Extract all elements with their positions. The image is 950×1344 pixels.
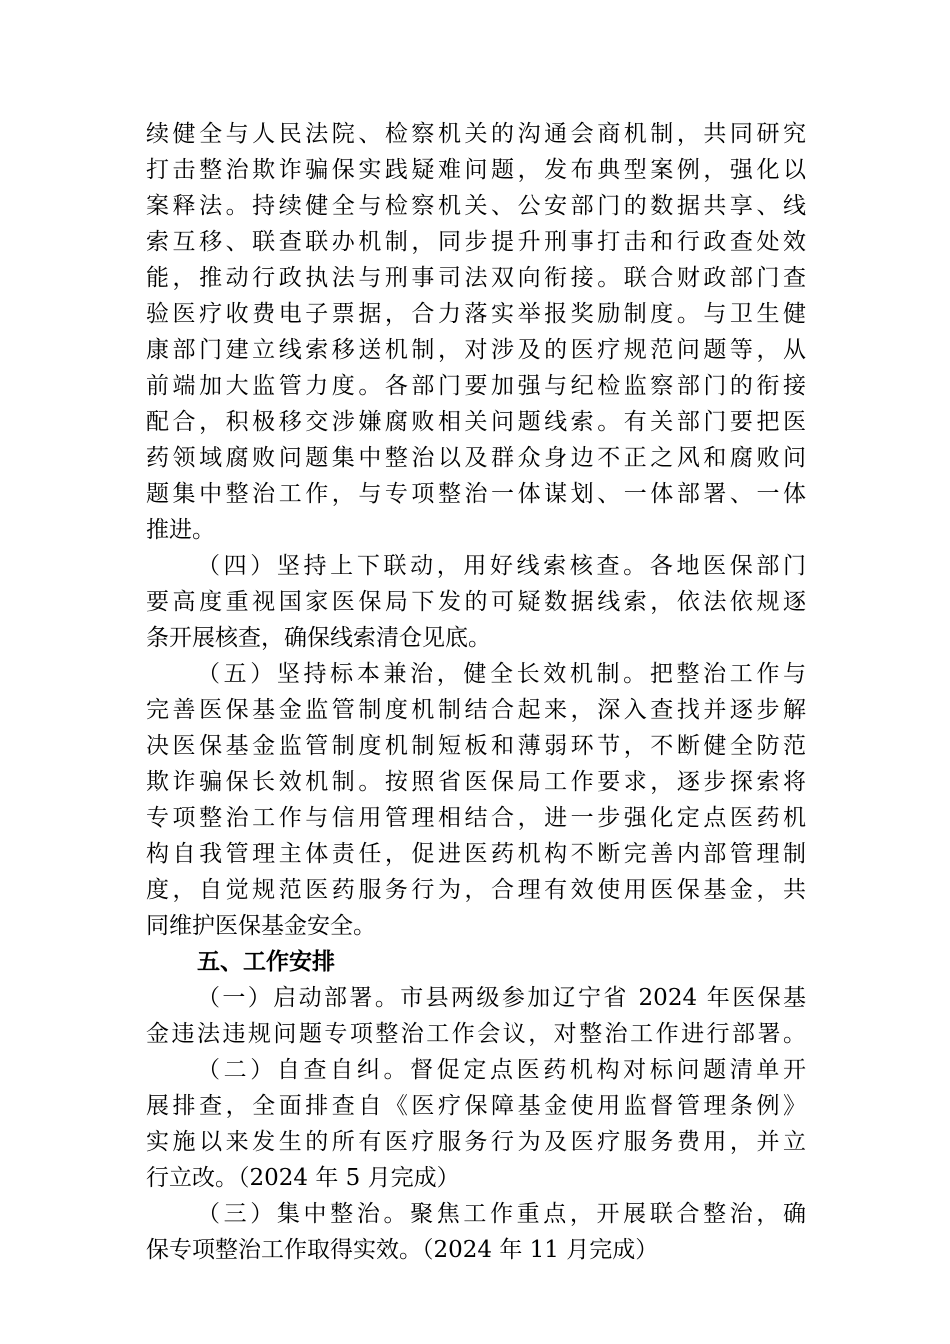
- paragraph-line: 案释法。持续健全与检察机关、公安部门的数据共享、线: [146, 193, 806, 219]
- paragraph-line: 题集中整治工作，与专项整治一体谋划、一体部署、一体: [146, 481, 806, 507]
- paragraph-line: 专项整治工作与信用管理相结合，进一步强化定点医药机: [146, 805, 806, 831]
- paragraph-line: 行立改。（2024 年 5 月完成）: [146, 1165, 460, 1191]
- paragraph-line: 康部门建立线索移送机制，对涉及的医疗规范问题等，从: [146, 337, 806, 363]
- paragraph-line: （四）坚持上下联动，用好线索核查。各地医保部门: [197, 553, 806, 579]
- paragraph-line: 构自我管理主体责任，促进医药机构不断完善内部管理制: [146, 841, 806, 867]
- paragraph-line: 度，自觉规范医药服务行为，合理有效使用医保基金，共: [146, 877, 806, 903]
- paragraph-line: 同维护医保基金安全。: [146, 913, 376, 939]
- paragraph-line: 验医疗收费电子票据，合力落实举报奖励制度。与卫生健: [146, 301, 806, 327]
- paragraph-line: 打击整治欺诈骗保实践疑难问题，发布典型案例，强化以: [146, 157, 806, 183]
- paragraph-line: （三）集中整治。聚焦工作重点，开展联合整治，确: [197, 1201, 806, 1227]
- paragraph-line: 推进。: [146, 517, 215, 543]
- paragraph-line: 要高度重视国家医保局下发的可疑数据线索，依法依规逐: [146, 589, 806, 615]
- paragraph-line: 续健全与人民法院、检察机关的沟通会商机制，共同研究: [146, 121, 806, 147]
- paragraph-line: 金违法违规问题专项整治工作会议，对整治工作进行部署。: [146, 1021, 806, 1047]
- paragraph-line: （二）自查自纠。督促定点医药机构对标问题清单开: [197, 1057, 806, 1083]
- paragraph-line: 能，推动行政执法与刑事司法双向衔接。联合财政部门查: [146, 265, 806, 291]
- paragraph-line: 保专项整治工作取得实效。（2024 年 11 月完成）: [146, 1237, 659, 1263]
- paragraph-line: （一）启动部署。市县两级参加辽宁省 2024 年医保基: [197, 985, 806, 1011]
- paragraph-line: 实施以来发生的所有医疗服务行为及医疗服务费用，并立: [146, 1129, 806, 1155]
- paragraph-line: 欺诈骗保长效机制。按照省医保局工作要求，逐步探索将: [146, 769, 806, 795]
- paragraph-line: 前端加大监管力度。各部门要加强与纪检监察部门的衔接: [146, 373, 806, 399]
- paragraph-line: 配合，积极移交涉嫌腐败相关问题线索。有关部门要把医: [146, 409, 806, 435]
- paragraph-line: （五）坚持标本兼治，健全长效机制。把整治工作与: [197, 661, 806, 687]
- paragraph-line: 决医保基金监管制度机制短板和薄弱环节，不断健全防范: [146, 733, 806, 759]
- paragraph-line: 索互移、联查联办机制，同步提升刑事打击和行政查处效: [146, 229, 806, 255]
- paragraph-line: 药领域腐败问题集中整治以及群众身边不正之风和腐败问: [146, 445, 806, 471]
- paragraph-line: 展排查，全面排查自《医疗保障基金使用监督管理条例》: [146, 1093, 806, 1119]
- section-heading: 五、工作安排: [197, 949, 335, 975]
- paragraph-line: 完善医保基金监管制度机制结合起来，深入查找并逐步解: [146, 697, 806, 723]
- paragraph-line: 条开展核查，确保线索清仓见底。: [146, 625, 491, 651]
